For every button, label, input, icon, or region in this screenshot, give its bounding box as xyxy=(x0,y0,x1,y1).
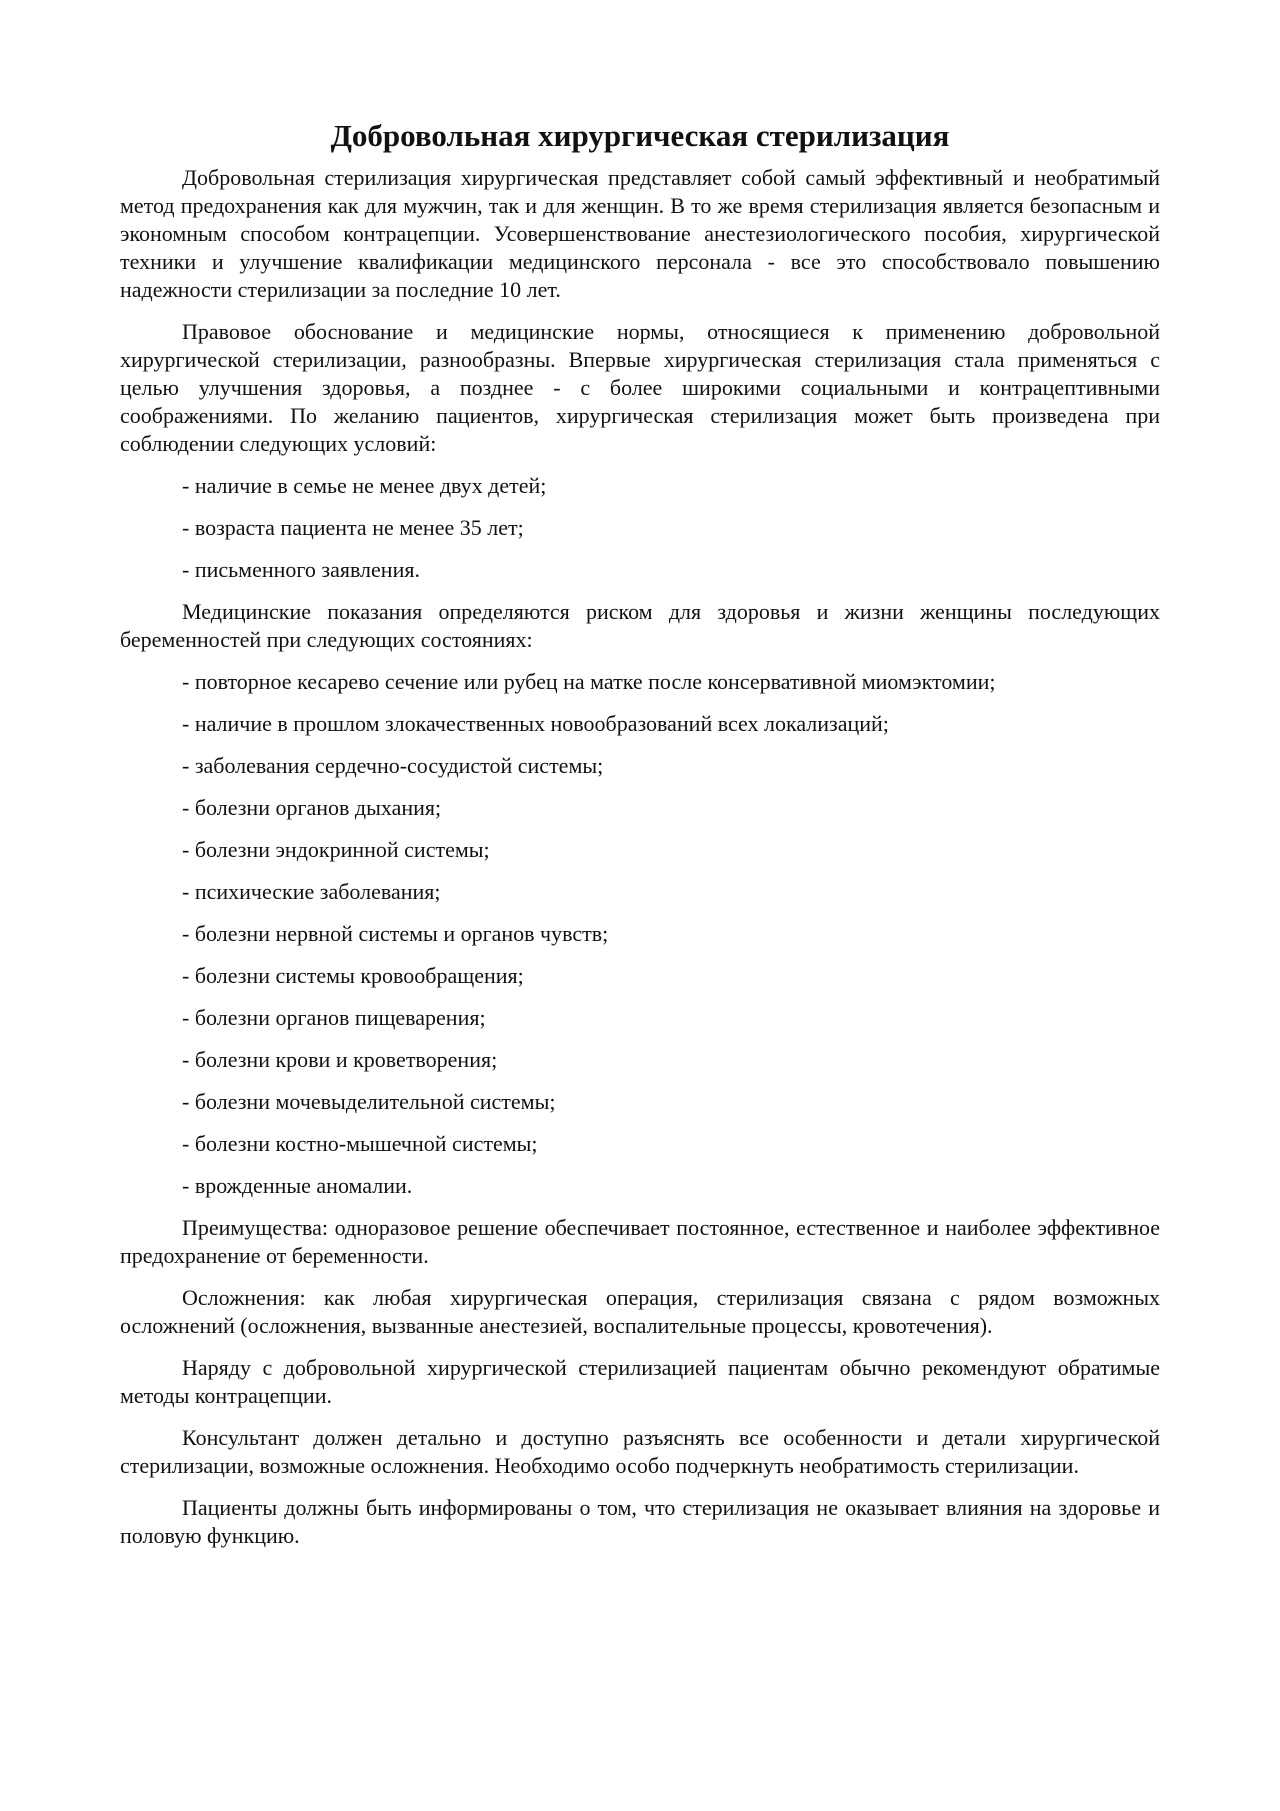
paragraph-complications: Осложнения: как любая хирургическая операция, стерилизация связана с рядом возможных осложнений (осложнения, вызванные анестезией, воспалительные процессы, кровотечения). xyxy=(120,1285,1160,1338)
list-item-indication: - болезни органов дыхания; xyxy=(182,795,442,820)
paragraph-advantages: Преимущества: одноразовое решение обеспечивает постоянное, естественное и наиболее эффективное предохранение от беременности. xyxy=(120,1215,1160,1268)
list-item-indication: - болезни крови и кроветворения; xyxy=(182,1047,498,1072)
paragraph-consultant: Консультант должен детально и доступно разъяснять все особенности и детали хирургической стерилизации, возможные осложнения. Необходимо особо подчеркнуть необратимость стерилизации. xyxy=(120,1425,1160,1478)
list-item-indication: - болезни системы кровообращения; xyxy=(182,963,524,988)
list-item-indication: - болезни мочевыделительной системы; xyxy=(182,1089,556,1114)
list-item-indication: - болезни эндокринной системы; xyxy=(182,837,490,862)
list-item-condition: - наличие в семье не менее двух детей; xyxy=(182,473,547,498)
document-title: Добровольная хирургическая стерилизация xyxy=(330,118,950,153)
paragraph-reversible-methods: Наряду с добровольной хирургической стерилизацией пациентам обычно рекомендуют обратимые методы контрацепции. xyxy=(120,1355,1160,1408)
list-item-indication: - психические заболевания; xyxy=(182,879,441,904)
paragraph-medical-indications: Медицинские показания определяются риском для здоровья и жизни женщины последующих беременностей при следующих состояниях: xyxy=(120,599,1160,652)
paragraph-legal: Правовое обоснование и медицинские нормы, относящиеся к применению добровольной хирургической стерилизации, разнообразны. Впервые хирургическая стерилизация стала применяться с целью улучшения здоровья, а позднее - с более широкими социальными и контрацептивными соображениями. По желанию пациентов, хирургическая стерилизация может быть произведена при соблюдении следующих условий: xyxy=(120,319,1160,456)
list-item-indication: - повторное кесарево сечение или рубец на матке после консервативной миомэктомии; xyxy=(182,669,996,694)
list-item-indication: - болезни органов пищеварения; xyxy=(182,1005,486,1030)
list-item-indication: - заболевания сердечно-сосудистой системы; xyxy=(182,753,604,778)
document-body xyxy=(120,118,1160,1564)
list-item-condition: - возраста пациента не менее 35 лет; xyxy=(182,515,524,540)
list-item-condition: - письменного заявления. xyxy=(182,557,420,582)
list-item-indication: - наличие в прошлом злокачественных новообразований всех локализаций; xyxy=(182,711,889,736)
list-item-indication: - врожденные аномалии. xyxy=(182,1173,413,1198)
paragraph-patient-info: Пациенты должны быть информированы о том, что стерилизация не оказывает влияния на здоровье и половую функцию. xyxy=(120,1495,1160,1548)
list-item-indication: - болезни костно-мышечной системы; xyxy=(182,1131,538,1156)
list-item-indication: - болезни нервной системы и органов чувств; xyxy=(182,921,609,946)
paragraph-intro: Добровольная стерилизация хирургическая представляет собой самый эффективный и необратимый метод предохранения как для мужчин, так и для женщин. В то же время стерилизация является безопасным и экономным способом контрацепции. Усовершенствование анестезиологического пособия, хирургической техники и улучшение квалификации медицинского персонала - все это способствовало повышению надежности стерилизации за последние 10 лет. xyxy=(120,165,1160,302)
